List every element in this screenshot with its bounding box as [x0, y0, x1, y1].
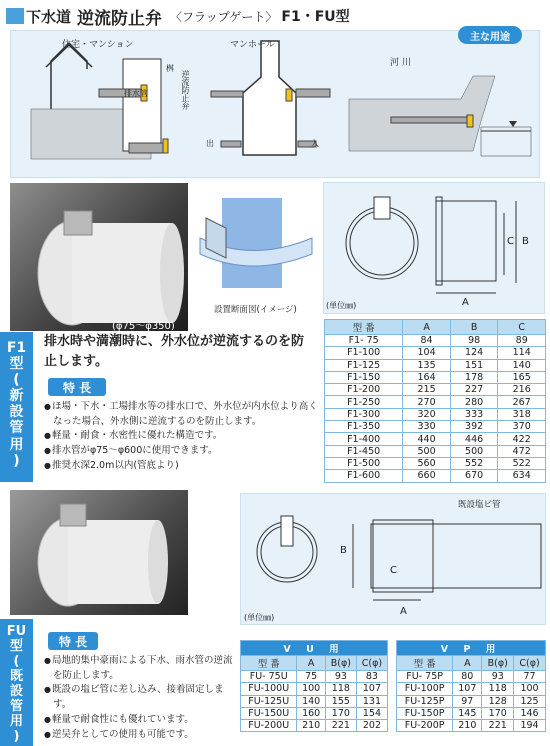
table-cell: 83	[356, 671, 387, 683]
f1-image-caption: 設置断面図(イメージ)	[214, 305, 297, 315]
table-cell: 522	[498, 457, 546, 469]
f1-dim-b: B	[522, 236, 529, 247]
fu-vu-table	[240, 640, 388, 732]
table-header: A	[297, 656, 325, 671]
table-cell: 320	[403, 408, 451, 420]
table-cell: 135	[403, 359, 451, 371]
usage-illustration	[11, 31, 541, 179]
table-cell: 131	[356, 695, 387, 707]
fu-sidebar	[0, 619, 33, 746]
table-row	[241, 695, 388, 707]
fu-sidebar-text: 設	[9, 683, 23, 699]
header-square-icon	[6, 8, 24, 24]
table-cell: 125	[514, 695, 546, 707]
usage-label-in: 入	[311, 139, 319, 148]
page-header	[6, 4, 546, 28]
table-header-row	[325, 320, 546, 335]
table-row	[325, 445, 546, 457]
usage-label-house: 住宅・マンション	[62, 40, 134, 50]
header-subtitle: 〈フラップゲート〉	[170, 9, 278, 24]
f1-sidebar-text: 管	[9, 420, 24, 437]
fu-unit: (単位㎜)	[244, 613, 275, 622]
table-cell: 107	[453, 683, 482, 695]
table-cell: F1-150	[325, 371, 403, 383]
f1-section-image	[192, 188, 320, 298]
table-cell: F1- 75	[325, 335, 403, 347]
table-cell: 500	[403, 445, 451, 457]
table-cell: F1-100	[325, 347, 403, 359]
table-cell: 178	[450, 371, 498, 383]
fu-product-photo	[10, 490, 188, 615]
fu-dim-b: B	[340, 545, 347, 556]
fu-feature-list	[44, 654, 234, 742]
f1-sidebar-text: 新	[9, 388, 24, 405]
table-row	[325, 421, 546, 433]
table-cell: 155	[325, 695, 356, 707]
table-cell: 154	[356, 707, 387, 719]
f1-dim-c: C	[507, 236, 514, 247]
table-row	[325, 371, 546, 383]
table-cell: 221	[482, 720, 514, 732]
table-header: A	[453, 656, 482, 671]
table-cell: 100	[514, 683, 546, 695]
table-header: 型 番	[325, 320, 403, 335]
f1-dimension-diagram	[323, 182, 545, 314]
table-cell: 114	[498, 347, 546, 359]
table-cell: 500	[450, 445, 498, 457]
table-cell: 446	[450, 433, 498, 445]
table-header: B(φ)	[325, 656, 356, 671]
table-cell: 392	[450, 421, 498, 433]
fu-vp-table	[396, 640, 546, 732]
table-row	[397, 695, 546, 707]
table-cell: 210	[453, 720, 482, 732]
table-header: B(φ)	[482, 656, 514, 671]
table-cell: 128	[482, 695, 514, 707]
f1-unit: (単位㎜)	[326, 301, 357, 310]
table-cell: 140	[297, 695, 325, 707]
f1-sidebar-text: )	[13, 452, 20, 469]
header-models: F1・FU型	[281, 9, 350, 25]
table-cell: 370	[498, 421, 546, 433]
fu-sidebar-text: (	[13, 653, 20, 669]
fu-dimension-drawing	[241, 494, 547, 626]
list-item: ● 推奨水深2.0m以内(管底より)	[44, 459, 320, 474]
table-cell: 215	[403, 384, 451, 396]
usage-label-drain-pipe: 排水管	[124, 89, 148, 98]
table-cell: 97	[453, 695, 482, 707]
list-item: ● 既設の塩ビ管に差し込み、接着固定します。	[44, 683, 234, 712]
table-row	[325, 433, 546, 445]
usage-label-river: 河 川	[390, 58, 411, 68]
fu-sidebar-text: 管	[9, 698, 23, 714]
table-cell: 216	[498, 384, 546, 396]
table-row	[325, 335, 546, 347]
f1-sidebar-text: 型	[9, 356, 24, 373]
table-cell: 84	[403, 335, 451, 347]
table-group-header: V U 用	[241, 641, 388, 656]
table-cell: 670	[450, 470, 498, 482]
table-cell: 118	[482, 683, 514, 695]
table-row	[325, 347, 546, 359]
f1-description: 排水時や満潮時に、外水位が逆流するのを防止します。	[44, 334, 305, 369]
table-cell: 280	[450, 396, 498, 408]
table-cell: 140	[498, 359, 546, 371]
table-row	[241, 707, 388, 719]
table-cell: 210	[297, 720, 325, 732]
table-group-row	[397, 641, 546, 656]
fu-sidebar-text: 既	[9, 668, 23, 684]
table-cell: 170	[325, 707, 356, 719]
table-cell: 202	[356, 720, 387, 732]
f1-photo-caption: (φ75～φ350)	[112, 321, 175, 332]
table-cell: 160	[297, 707, 325, 719]
table-row	[325, 384, 546, 396]
list-item: ● ほ場・下水・工場排水等の排水口で、外水位が内水位より高くなった場合、外水側に逆流するのを防止します。	[44, 400, 320, 429]
table-cell: F1-125	[325, 359, 403, 371]
f1-sidebar-text: 設	[9, 404, 24, 421]
fu-dimension-diagram	[240, 493, 546, 625]
table-cell: 165	[498, 371, 546, 383]
f1-dimension-drawing	[324, 183, 546, 315]
list-item: ● 軽量・耐食・水密性に優れた構造です。	[44, 429, 320, 444]
fu-sidebar-text: FU	[6, 624, 27, 639]
table-cell: 146	[514, 707, 546, 719]
fu-sidebar-text: 用	[9, 713, 23, 729]
fu-sidebar-text: )	[13, 728, 20, 744]
usage-label-masu: 桝	[166, 64, 174, 73]
table-cell: FU- 75P	[397, 671, 453, 683]
table-header: 型 番	[241, 656, 297, 671]
list-item: ● 排水管がφ75～φ600に使用できます。	[44, 444, 320, 459]
table-cell: 104	[403, 347, 451, 359]
table-group-row	[241, 641, 388, 656]
page-title: 逆流防止弁	[77, 8, 163, 29]
table-cell: 440	[403, 433, 451, 445]
table-cell: 93	[325, 671, 356, 683]
table-cell: 170	[482, 707, 514, 719]
table-row	[397, 671, 546, 683]
table-row	[241, 720, 388, 732]
table-row	[241, 683, 388, 695]
fu-sidebar-text: 型	[9, 638, 23, 654]
usage-label-out: 出	[206, 139, 214, 148]
list-item: ● 逆吴弁としての使用も可能です。	[44, 728, 234, 743]
table-header-row	[397, 656, 546, 671]
f1-dim-a: A	[462, 297, 469, 308]
f1-feature-list	[44, 400, 320, 474]
table-cell: 118	[325, 683, 356, 695]
table-cell: 267	[498, 396, 546, 408]
table-cell: FU-200U	[241, 720, 297, 732]
table-header: C(φ)	[356, 656, 387, 671]
f1-feature-tag: 特 長	[48, 378, 106, 396]
table-cell: F1-400	[325, 433, 403, 445]
table-cell: 552	[450, 457, 498, 469]
table-cell: FU-200P	[397, 720, 453, 732]
table-cell: 98	[450, 335, 498, 347]
table-header: C(φ)	[514, 656, 546, 671]
fu-dim-c: C	[390, 565, 397, 576]
table-header-row	[241, 656, 388, 671]
table-cell: 77	[514, 671, 546, 683]
table-cell: 93	[482, 671, 514, 683]
list-item: ● 局地的集中豪雨による下水、雨水管の逆流を防止します。	[44, 654, 234, 683]
f1-valve-illustration	[10, 183, 188, 331]
table-cell: FU-100P	[397, 683, 453, 695]
table-cell: F1-500	[325, 457, 403, 469]
usage-panel	[10, 30, 540, 178]
table-cell: 89	[498, 335, 546, 347]
table-row	[325, 396, 546, 408]
usage-label-valve: 逆流防止弁	[181, 70, 190, 110]
table-header: 型 番	[397, 656, 453, 671]
table-cell: 75	[297, 671, 325, 683]
table-row	[397, 720, 546, 732]
table-row	[241, 671, 388, 683]
f1-sidebar-text: 用	[9, 436, 24, 453]
table-cell: 422	[498, 433, 546, 445]
table-header: B	[450, 320, 498, 335]
table-row	[397, 707, 546, 719]
f1-sidebar-text: (	[13, 372, 20, 389]
table-cell: 151	[450, 359, 498, 371]
table-cell: FU-125U	[241, 695, 297, 707]
fu-dim-a: A	[400, 606, 407, 617]
table-cell: 164	[403, 371, 451, 383]
f1-sidebar-text: F1	[6, 340, 27, 356]
fu-existing-pipe-label: 既設塩ビ管	[458, 500, 501, 510]
usage-label-manhole: マンホール	[230, 40, 275, 50]
table-cell: 124	[450, 347, 498, 359]
table-row	[325, 408, 546, 420]
table-row	[325, 457, 546, 469]
f1-product-photo	[10, 183, 188, 331]
f1-sidebar	[0, 332, 33, 482]
table-cell: F1-350	[325, 421, 403, 433]
table-header: A	[403, 320, 451, 335]
table-cell: 227	[450, 384, 498, 396]
header-category: 下水道	[26, 7, 72, 26]
usage-tag: 主な用途	[458, 26, 522, 44]
table-row	[325, 359, 546, 371]
fu-feature-tag: 特 長	[48, 632, 98, 650]
table-cell: 634	[498, 470, 546, 482]
table-cell: FU-125P	[397, 695, 453, 707]
table-cell: F1-450	[325, 445, 403, 457]
table-cell: 221	[325, 720, 356, 732]
table-cell: F1-250	[325, 396, 403, 408]
table-group-header: V P 用	[397, 641, 546, 656]
table-cell: 80	[453, 671, 482, 683]
table-cell: 560	[403, 457, 451, 469]
table-cell: FU-100U	[241, 683, 297, 695]
table-cell: 145	[453, 707, 482, 719]
table-cell: 107	[356, 683, 387, 695]
table-cell: 194	[514, 720, 546, 732]
table-row	[325, 470, 546, 482]
table-cell: 270	[403, 396, 451, 408]
table-cell: F1-200	[325, 384, 403, 396]
table-cell: FU-150P	[397, 707, 453, 719]
table-cell: 330	[403, 421, 451, 433]
table-header: C	[498, 320, 546, 335]
table-cell: F1-600	[325, 470, 403, 482]
table-cell: 660	[403, 470, 451, 482]
fu-valve-illustration	[10, 490, 188, 615]
table-cell: 100	[297, 683, 325, 695]
table-cell: F1-300	[325, 408, 403, 420]
table-cell: 472	[498, 445, 546, 457]
table-cell: FU- 75U	[241, 671, 297, 683]
table-cell: 318	[498, 408, 546, 420]
f1-spec-table	[324, 319, 546, 483]
table-cell: 333	[450, 408, 498, 420]
table-cell: FU-150U	[241, 707, 297, 719]
list-item: ● 軽量で耐食性にも優れています。	[44, 713, 234, 728]
f1-section-illustration	[192, 188, 320, 298]
table-row	[397, 683, 546, 695]
